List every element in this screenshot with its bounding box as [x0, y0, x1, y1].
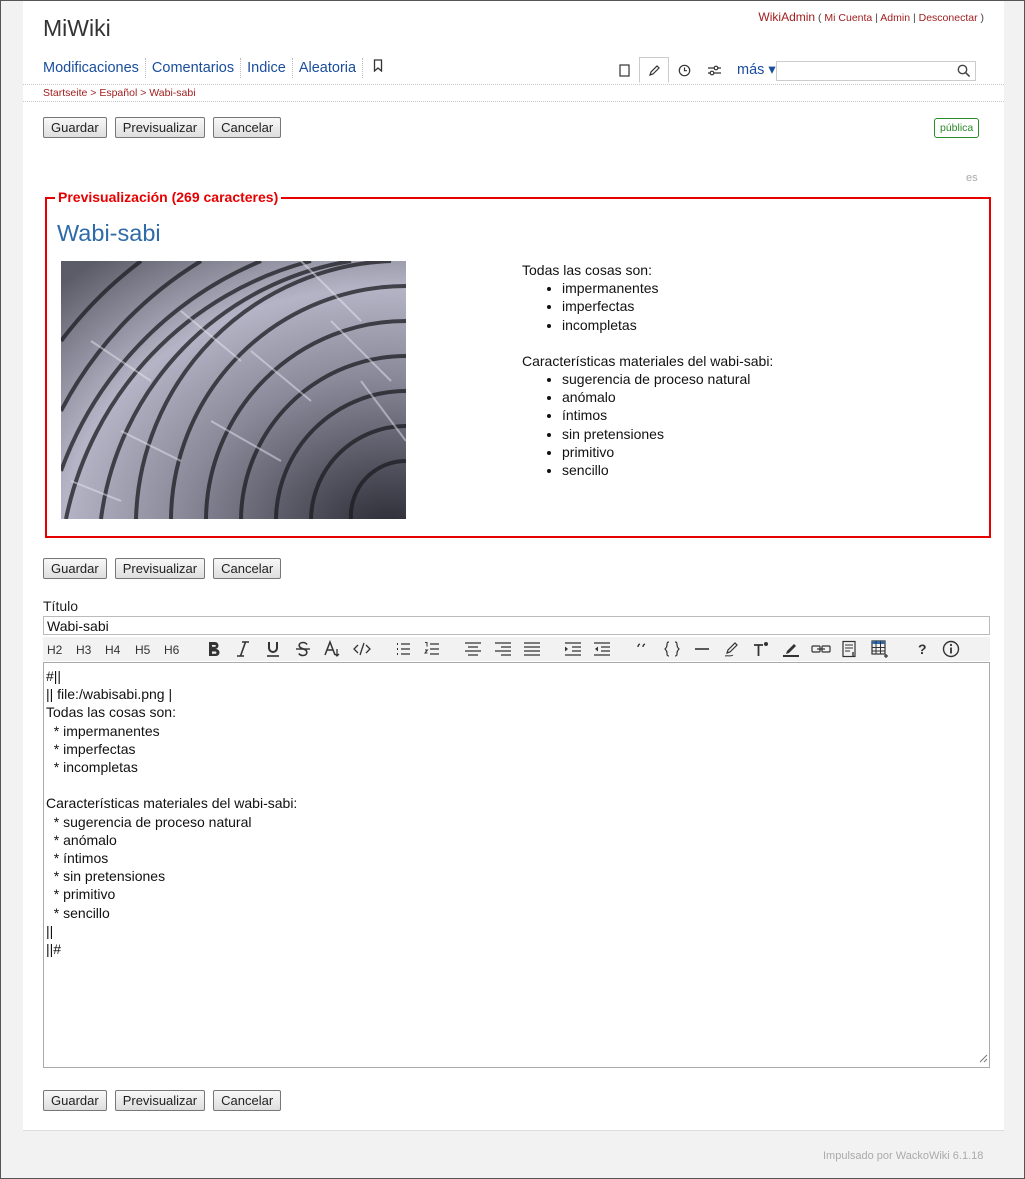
preview-list-2: [522, 370, 773, 479]
save-button[interactable]: Guardar: [43, 558, 107, 579]
align-center-icon[interactable]: [460, 637, 486, 661]
nav-comments-link[interactable]: Comentarios: [146, 58, 241, 78]
breadcrumb: [43, 87, 196, 99]
strikethrough-icon[interactable]: [290, 637, 316, 661]
braces-icon[interactable]: [659, 637, 685, 661]
nav-changes-link[interactable]: Modificaciones: [43, 58, 146, 78]
help-icon[interactable]: [909, 637, 935, 661]
user-bar-close-paren: ): [980, 12, 984, 24]
underline-icon[interactable]: [260, 637, 286, 661]
editor-toolbar: [43, 637, 990, 661]
breadcrumb-link-language[interactable]: Español: [99, 87, 138, 99]
page: [23, 1, 1004, 1130]
top-button-row: [43, 117, 281, 138]
show-page-icon[interactable]: [609, 57, 639, 83]
breadcrumb-divider: [23, 101, 1004, 102]
footer-divider: [23, 1130, 1004, 1131]
list-item: • íntimos: [562, 406, 773, 424]
preview-intro-2: Características materiales del wabi-sabi:: [522, 352, 774, 369]
wabisabi-wood-image: [61, 261, 406, 519]
nav-index-link[interactable]: Indice: [241, 58, 293, 78]
admin-link[interactable]: Admin: [880, 12, 911, 24]
edit-pencil-icon[interactable]: [639, 57, 669, 83]
quote-icon[interactable]: [630, 637, 656, 661]
breadcrumb-separator: >: [87, 87, 100, 99]
unordered-list-icon[interactable]: [390, 637, 416, 661]
preview-panel: [45, 189, 991, 538]
breadcrumb-link-page[interactable]: Wabi-sabi: [149, 87, 196, 99]
list-item: • imperfectas: [562, 297, 773, 315]
page-actions: [609, 57, 776, 83]
preview-intro-1: Todas las cosas son:: [522, 262, 652, 278]
user-bar-open-paren: (: [818, 12, 822, 24]
main-nav: [43, 57, 389, 78]
table-icon[interactable]: [867, 637, 893, 661]
outdent-icon[interactable]: [589, 637, 615, 661]
preview-list-1: [522, 279, 773, 334]
site-title[interactable]: MiWiki: [43, 15, 111, 41]
preview-button[interactable]: Previsualizar: [115, 1090, 205, 1111]
list-item: • anómalo: [562, 388, 773, 406]
preview-button[interactable]: Previsualizar: [115, 558, 205, 579]
heading-5-label: H5: [135, 643, 151, 656]
heading-3-label: H3: [76, 643, 92, 656]
footnote-icon[interactable]: [837, 637, 863, 661]
list-item: • primitivo: [562, 443, 773, 461]
title-label: Título: [43, 598, 79, 614]
my-account-link[interactable]: Mi Cuenta: [824, 12, 873, 24]
user-bar: [758, 10, 984, 24]
resize-handle-icon[interactable]: [978, 1050, 988, 1066]
public-status-badge: pública: [934, 118, 979, 138]
heading-6-button[interactable]: [160, 637, 186, 661]
breadcrumb-link-home[interactable]: Startseite: [43, 87, 88, 99]
list-item: • sin pretensiones: [562, 425, 773, 443]
spacer: [522, 334, 773, 352]
history-clock-icon[interactable]: [669, 57, 699, 83]
heading-2-label: H2: [47, 643, 63, 656]
editor-textarea[interactable]: [43, 662, 990, 1068]
heading-4-label: H4: [105, 643, 121, 656]
italic-icon[interactable]: [230, 637, 256, 661]
highlight-icon[interactable]: [778, 637, 804, 661]
search-input[interactable]: [776, 61, 976, 81]
title-input[interactable]: [43, 616, 990, 635]
username-link[interactable]: WikiAdmin: [758, 10, 816, 24]
preview-body: [522, 261, 773, 479]
preview-button[interactable]: Previsualizar: [115, 117, 205, 138]
powered-by-text[interactable]: Impulsado por WackoWiki 6.1.18: [823, 1150, 984, 1162]
bold-icon[interactable]: [201, 637, 227, 661]
ordered-list-icon[interactable]: [419, 637, 445, 661]
link-icon[interactable]: [808, 637, 834, 661]
indent-icon[interactable]: [560, 637, 586, 661]
header-divider: [23, 84, 1004, 85]
heading-6-label: H6: [164, 643, 180, 656]
preview-page-title: Wabi-sabi: [57, 220, 161, 246]
language-code: es: [966, 172, 978, 184]
bottom-button-row: [43, 1090, 281, 1111]
justify-icon[interactable]: [519, 637, 545, 661]
logout-link[interactable]: Desconectar: [918, 12, 978, 24]
heading-5-button[interactable]: [131, 637, 157, 661]
editor-content[interactable]: #|| || file:/wabisabi.png | Todas las cosas son: * impermanentes * imperfectas * incompletas Características materiales del wabi-sabi: * sugerencia de proceso natural * anómalo * íntimos * sin pretensiones * primitivo * sencillo || ||#: [46, 668, 298, 958]
code-icon[interactable]: [349, 637, 375, 661]
breadcrumb-separator: >: [137, 87, 150, 99]
cancel-button[interactable]: Cancelar: [213, 1090, 281, 1111]
text-color-icon[interactable]: [319, 637, 345, 661]
nav-random-link[interactable]: Aleatoria: [293, 58, 363, 78]
middle-button-row: [43, 558, 281, 579]
settings-sliders-icon[interactable]: [699, 57, 729, 83]
bookmark-icon[interactable]: [363, 57, 389, 78]
horizontal-rule-icon[interactable]: [689, 637, 715, 661]
user-bar-separator: |: [875, 12, 878, 24]
superscript-icon[interactable]: [748, 637, 774, 661]
cancel-button[interactable]: Cancelar: [213, 117, 281, 138]
signature-icon[interactable]: [719, 637, 745, 661]
svg-text:?: ?: [918, 641, 927, 657]
align-right-icon[interactable]: [490, 637, 516, 661]
list-item: • sencillo: [562, 461, 773, 479]
list-item: • impermanentes: [562, 279, 773, 297]
heading-4-button[interactable]: [101, 637, 127, 661]
heading-3-button[interactable]: [72, 637, 98, 661]
heading-2-button[interactable]: [43, 637, 69, 661]
more-menu-button[interactable]: más ▾: [737, 62, 776, 78]
cancel-button[interactable]: Cancelar: [213, 558, 281, 579]
preview-legend: Previsualización (269 caracteres): [55, 189, 281, 205]
user-bar-separator: |: [912, 12, 916, 24]
save-button[interactable]: Guardar: [43, 1090, 107, 1111]
save-button[interactable]: Guardar: [43, 117, 107, 138]
search-icon[interactable]: [957, 64, 971, 81]
list-item: • sugerencia de proceso natural: [562, 370, 773, 388]
info-icon[interactable]: [938, 637, 964, 661]
list-item: • incompletas: [562, 316, 773, 334]
